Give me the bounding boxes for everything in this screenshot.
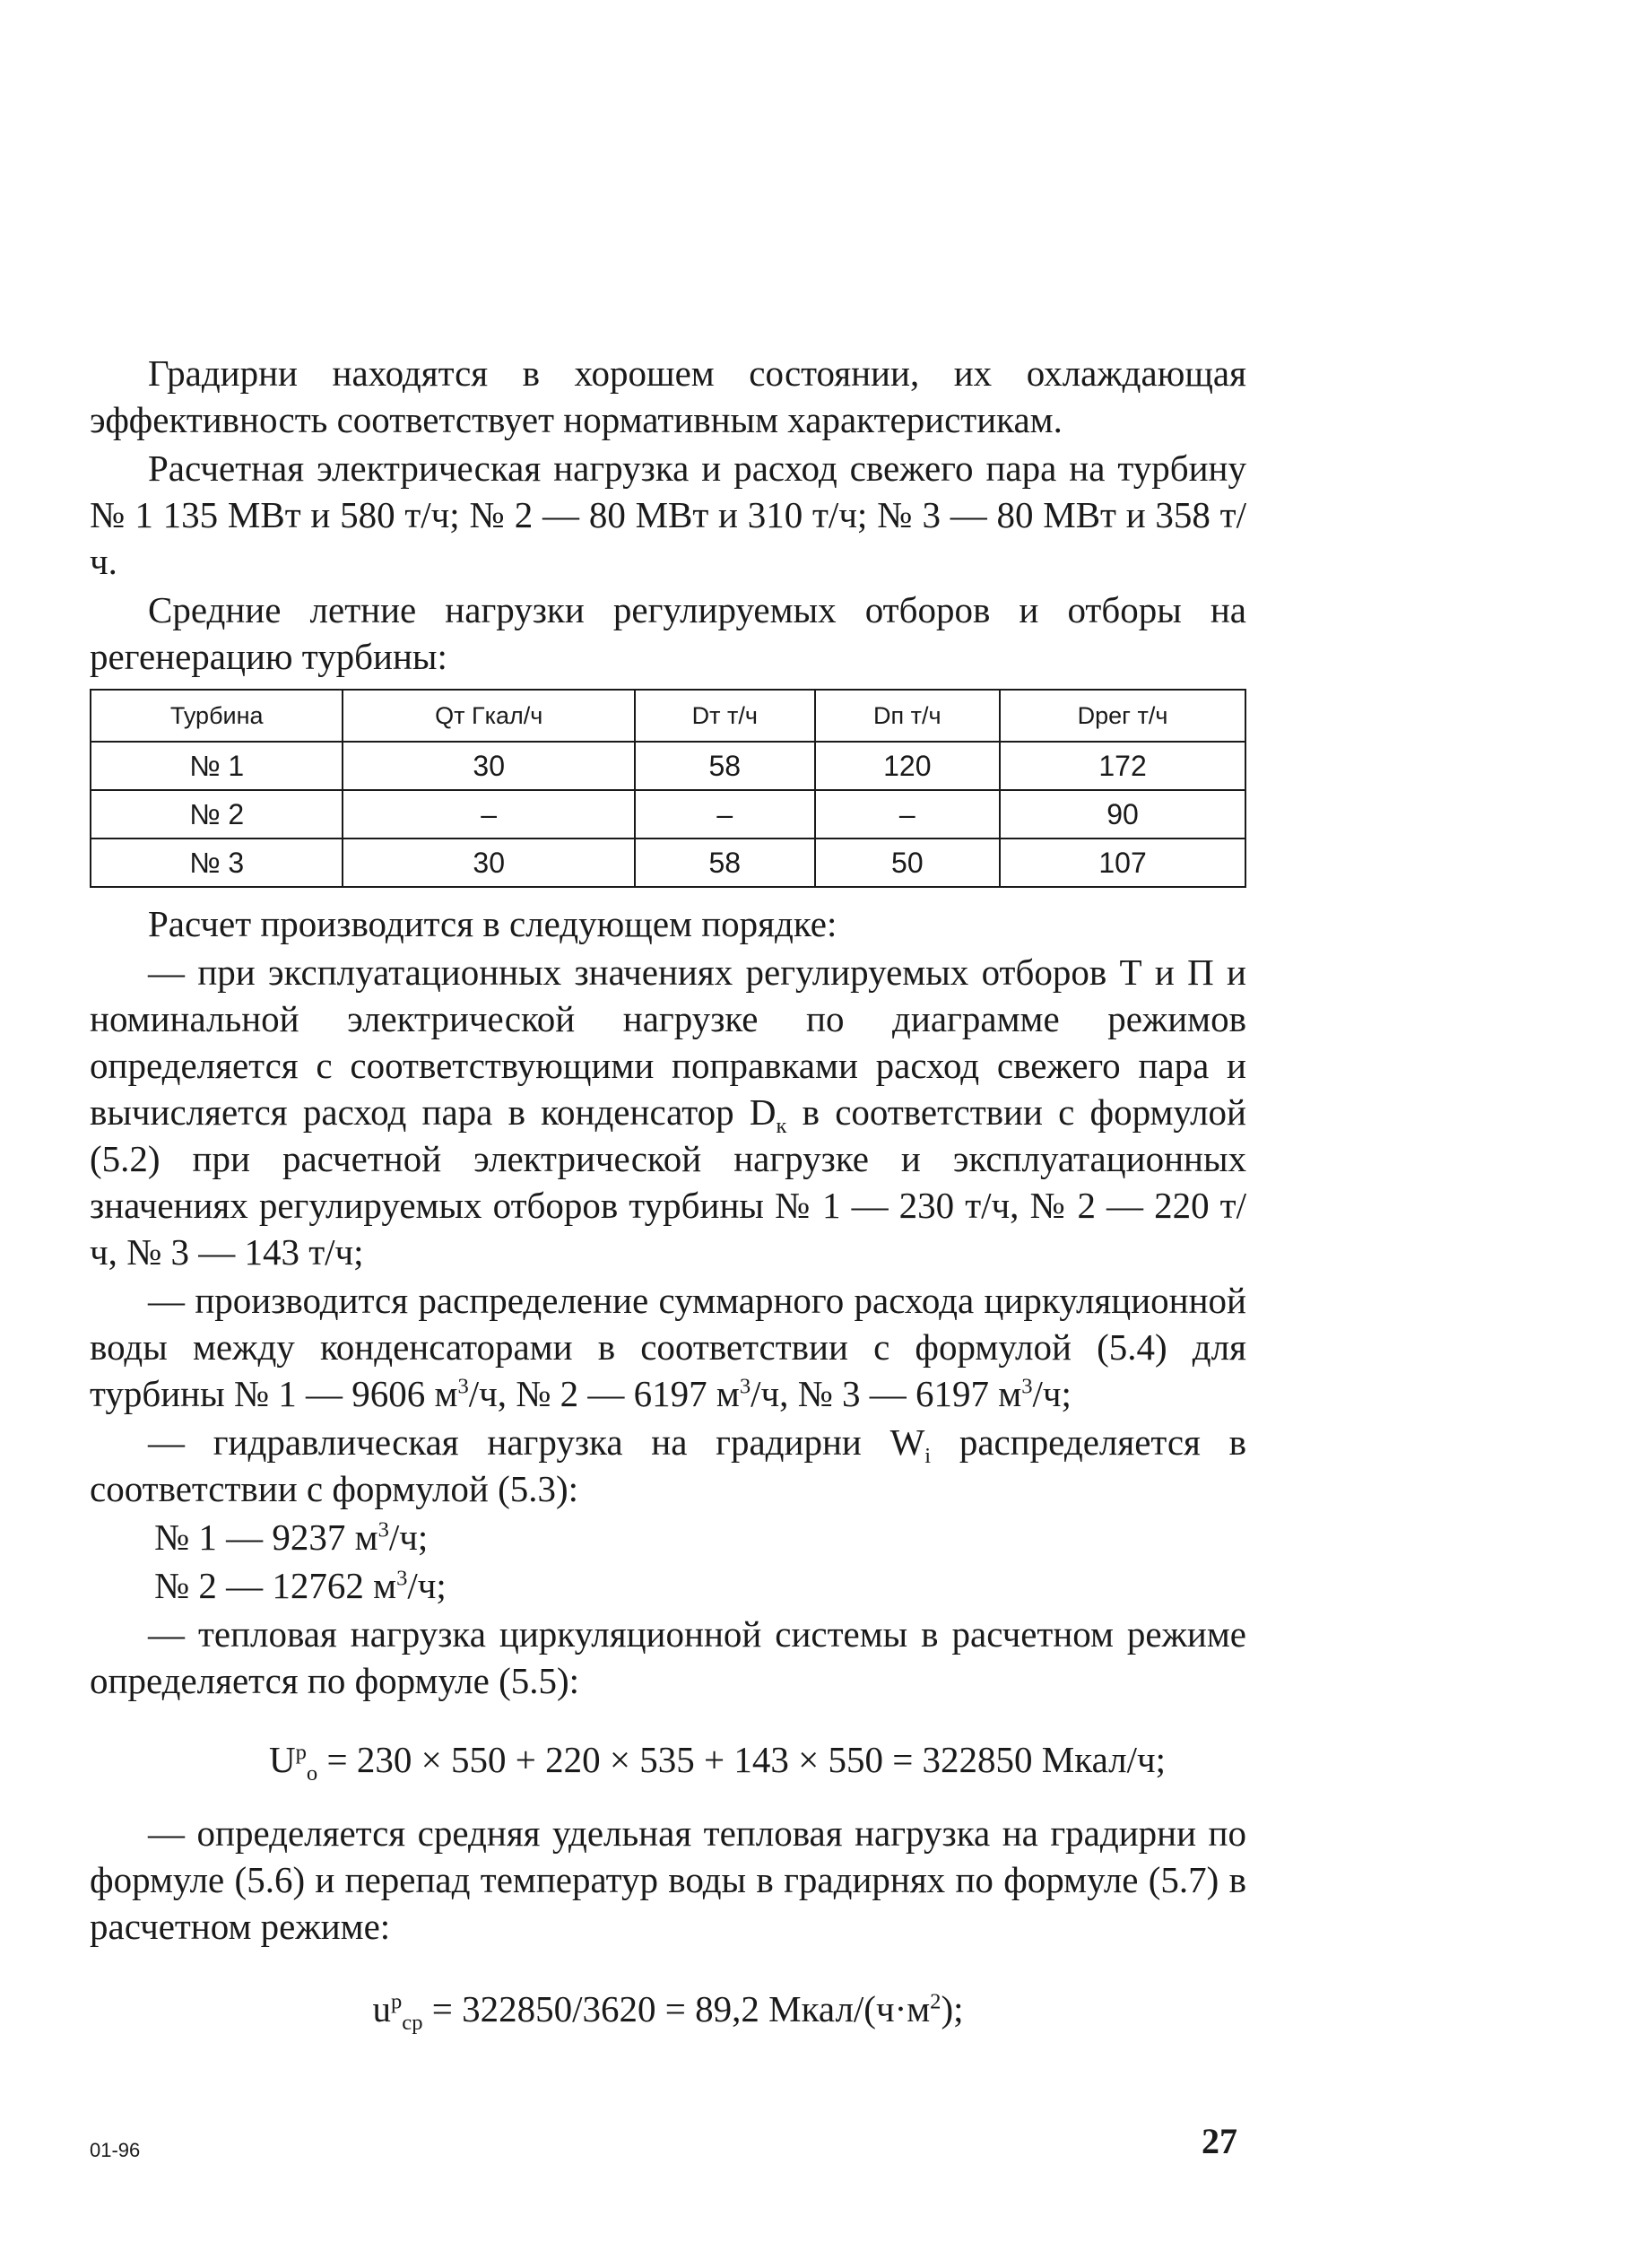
text-span: /ч, № 2 — 6197 м <box>468 1373 740 1414</box>
text-span: /ч; <box>1032 1373 1072 1414</box>
paragraph-specific-load: — определяется средняя удельная тепловая нагрузка на градирни по формуле (5.6) и перепад температур воды в градирнях по формуле (5.7) в расчетном режиме: <box>90 1812 1246 1947</box>
text-span: в соответствии с формулой (5.2) при расчетной электрической нагрузке и эксплуатационных значениях регулируемых отборов турбины № 1 — 230 т/ч, № 2 — 220 т/ч, № 3 — 143 т/ч; <box>90 1091 1246 1273</box>
formula-total-heat-load <box>90 1736 1246 1786</box>
subscript: i <box>924 1444 932 1469</box>
table-cell: № 1 <box>91 742 343 790</box>
list-item <box>90 1514 1246 1560</box>
paragraph-cooling-towers: Градирни находятся в хорошем состоянии, их охлаждающая эффективность соответствует нормативным характеристикам. <box>90 352 1246 440</box>
table-cell: – <box>635 790 815 839</box>
superscript: 3 <box>396 1566 408 1591</box>
paragraph-procedure: Расчет производится в следующем порядке: <box>148 903 837 944</box>
text-span: № 2 — 12762 м <box>154 1565 397 1606</box>
table-row <box>91 742 1245 790</box>
table-cell: 50 <box>815 839 1001 887</box>
superscript: 3 <box>377 1517 389 1542</box>
paragraph-heat-load: — тепловая нагрузка циркуляционной системы в расчетном режиме определяется по формуле (5.5): <box>90 1613 1246 1701</box>
superscript: р <box>295 1740 307 1765</box>
text-span: — гидравлическая нагрузка на градирни W <box>148 1421 925 1463</box>
text-span: распределяется в соответствии с формулой (5.3): <box>90 1421 1246 1509</box>
turbine-extraction-table <box>90 689 1246 888</box>
text-span: — при эксплуатационных значениях регулируемых отборов Т и П и номинальной электрической нагрузке по диаграмме режимов определяется с соответствующими поправками расход свежего пара и вычисляется расход пара в конденсатор D <box>90 952 1246 1133</box>
table-cell: 30 <box>343 839 635 887</box>
table-cell: 172 <box>1000 742 1245 790</box>
list-item <box>90 1562 1246 1609</box>
table-row <box>91 839 1245 887</box>
table-header-cell: Dп т/ч <box>815 690 1001 742</box>
paragraph-summer-loads: Средние летние нагрузки регулируемых отборов и отборы на регенерацию турбины: <box>90 589 1246 677</box>
table-cell: 58 <box>635 742 815 790</box>
superscript: 3 <box>1021 1374 1033 1399</box>
table-row <box>91 790 1245 839</box>
page-number: 27 <box>1202 2121 1237 2161</box>
table-header-cell: Qт Гкал/ч <box>343 690 635 742</box>
superscript: р <box>390 1989 403 2014</box>
paragraph-design-load: Расчетная электрическая нагрузка и расход свежего пара на турбину № 1 135 МВт и 580 т/ч; № 2 — 80 МВт и 310 т/ч; № 3 — 80 МВт и 358 т/ч. <box>90 448 1246 582</box>
subscript: о <box>306 1761 318 1786</box>
superscript: 3 <box>457 1374 469 1399</box>
paragraph-hydraulic-load <box>90 1419 1246 1512</box>
text-span: № 1 — 9237 м <box>154 1516 378 1558</box>
table-cell: № 3 <box>91 839 343 887</box>
formula-specific-heat-load <box>90 1986 1246 2036</box>
superscript: 3 <box>739 1374 751 1399</box>
formula-symbol: U <box>269 1739 296 1780</box>
paragraph-steam-flow <box>90 949 1246 1275</box>
table-cell: № 2 <box>91 790 343 839</box>
text-span: /ч; <box>407 1565 447 1606</box>
formula-expression: ); <box>941 1988 964 2029</box>
table-cell: – <box>343 790 635 839</box>
body-text <box>90 350 1246 2059</box>
subscript: ср <box>402 2011 423 2036</box>
footer-code: 01-96 <box>90 2139 141 2161</box>
table-cell: 30 <box>343 742 635 790</box>
table-header-cell: Dрег т/ч <box>1000 690 1245 742</box>
table-cell: 120 <box>815 742 1001 790</box>
table-cell: 90 <box>1000 790 1245 839</box>
table-cell: 107 <box>1000 839 1245 887</box>
text-span: /ч; <box>388 1516 429 1558</box>
superscript: 2 <box>930 1989 941 2014</box>
table-cell: – <box>815 790 1001 839</box>
paragraph-water-distribution <box>90 1277 1246 1417</box>
table-header-cell: Dт т/ч <box>635 690 815 742</box>
formula-expression: = 230 × 550 + 220 × 535 + 143 × 550 = 322850 Мкал/ч; <box>317 1739 1166 1780</box>
subscript: к <box>776 1114 787 1139</box>
text-span: — производится распределение суммарного расхода циркуляционной воды между конденсаторами в соответствии с формулой (5.4) для турбины № 1 — 9606 м <box>90 1280 1246 1414</box>
formula-expression: = 322850/3620 = 89,2 Мкал/(ч·м <box>422 1988 931 2029</box>
table-header-cell: Турбина <box>91 690 343 742</box>
formula-symbol: u <box>372 1988 391 2029</box>
table-cell: 58 <box>635 839 815 887</box>
table-header-row <box>91 690 1245 742</box>
text-span: /ч, № 3 — 6197 м <box>751 1373 1022 1414</box>
